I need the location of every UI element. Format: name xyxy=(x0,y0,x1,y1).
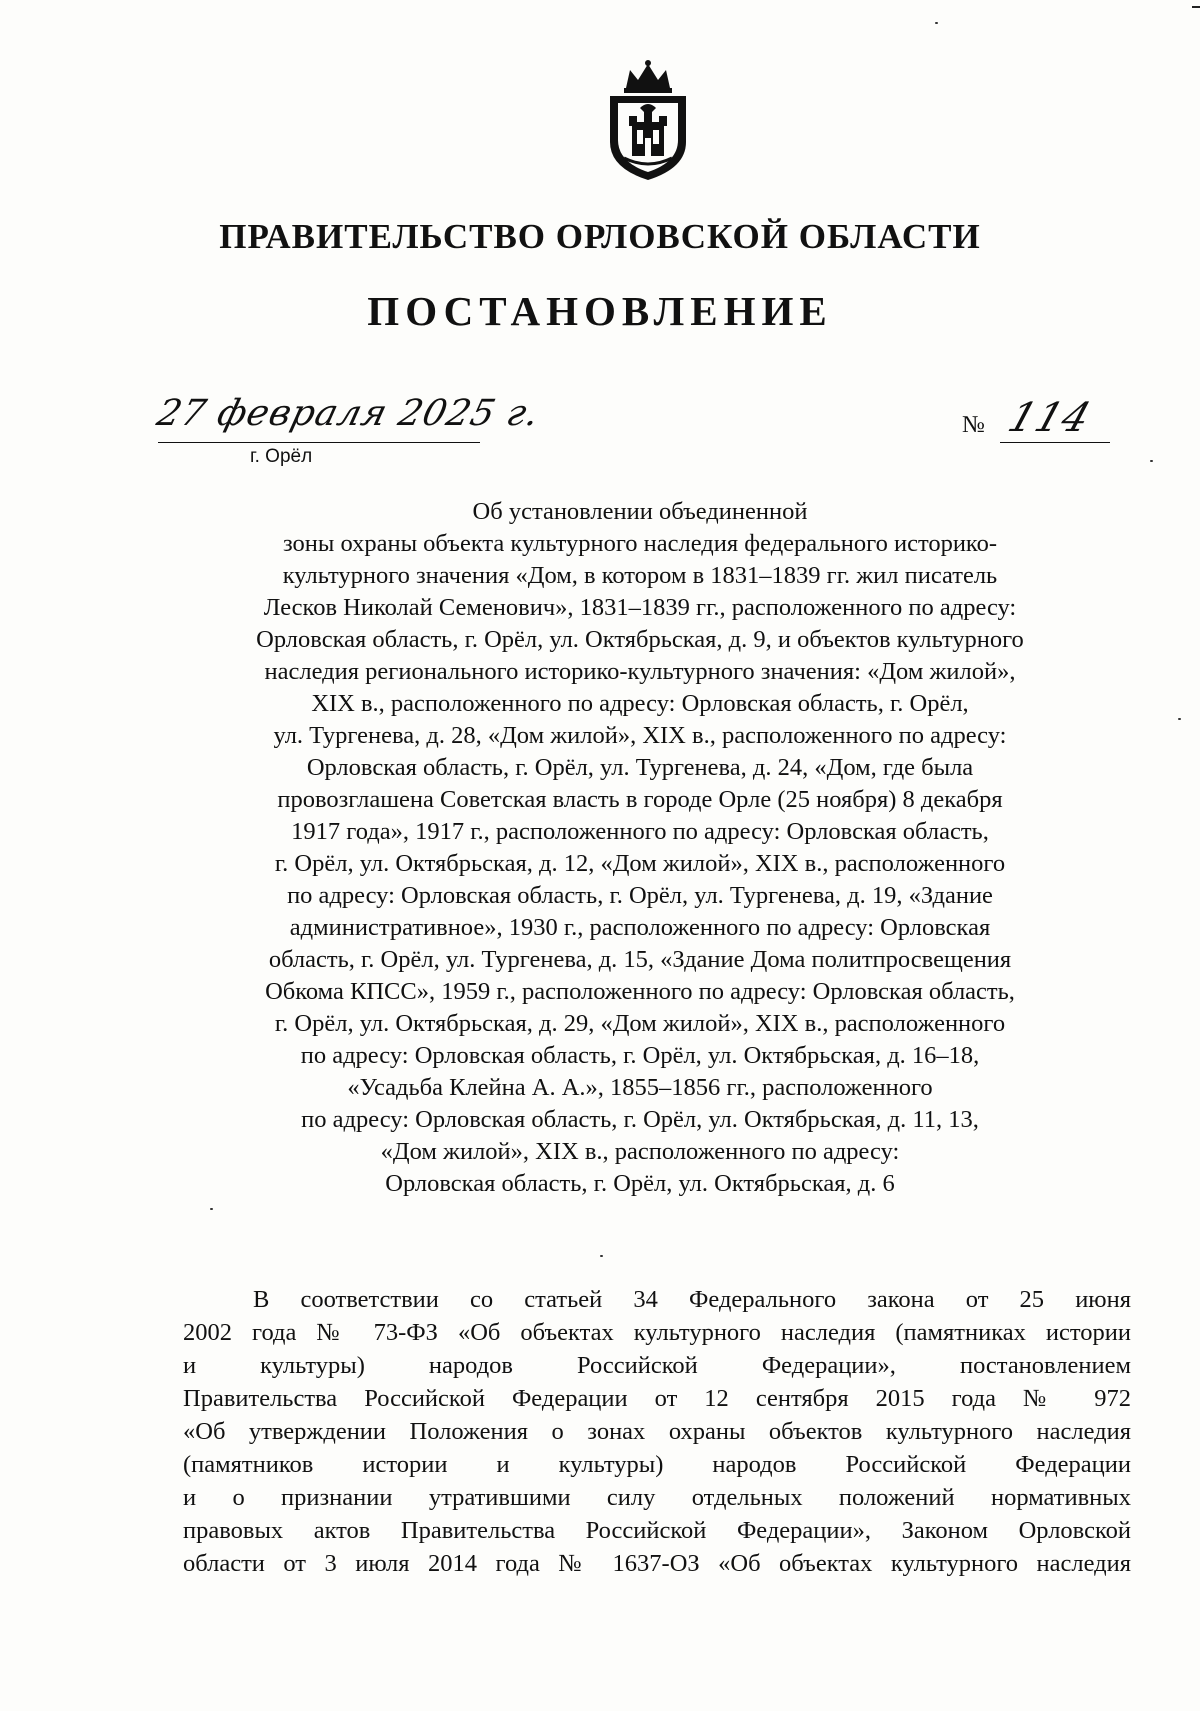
body-line: (памятников истории и культуры) народов Российской Федерации xyxy=(183,1451,1131,1478)
subject-line: Лесков Николай Семенович», 1831–1839 гг., расположенного по адресу: xyxy=(263,594,1017,621)
subject-line: по адресу: Орловская область, г. Орёл, ул. Октябрьская, д. 16–18, xyxy=(300,1042,980,1069)
handwritten-number: 114 xyxy=(1002,395,1097,441)
body-line: области от 3 июля 2014 года № 1637-ОЗ «Об объектах культурного наследия xyxy=(183,1550,1131,1577)
subject-line: по адресу: Орловская область, г. Орёл, ул. Тургенева, д. 19, «Здание xyxy=(287,882,993,909)
subject-line: Обкома КПСС», 1959 г., расположенного по адресу: Орловская область, xyxy=(265,978,1015,1005)
scan-edge-mark xyxy=(1192,6,1200,8)
subject-line: г. Орёл, ул. Октябрьская, д. 12, «Дом жилой», XIX в., расположенного xyxy=(274,850,1006,877)
body-line: «Об утверждении Положения о зонах охраны объектов культурного наследия xyxy=(183,1418,1131,1445)
subject-line: г. Орёл, ул. Октябрьская, д. 29, «Дом жилой», XIX в., расположенного xyxy=(274,1010,1006,1037)
scan-speck xyxy=(600,1255,603,1257)
body-line: Правительства Российской Федерации от 12 сентября 2015 года № 972 xyxy=(183,1385,1131,1412)
handwritten-date: 27 февраля 2025 г. xyxy=(152,393,545,434)
body-line: и о признании утратившими силу отдельных положений нормативных xyxy=(183,1484,1131,1511)
date-underline xyxy=(158,442,480,443)
body-paragraph xyxy=(183,1283,1131,1580)
subject-line: Орловская область, г. Орёл, ул. Октябрьская, д. 9, и объектов культурного xyxy=(256,626,1024,653)
subject-line: 1917 года», 1917 г., расположенного по адресу: Орловская область, xyxy=(291,818,989,845)
subject-line: «Дом жилой», XIX в., расположенного по адресу: xyxy=(380,1138,900,1165)
scan-speck xyxy=(210,1208,213,1210)
subject-line: Орловская область, г. Орёл, ул. Тургенева, д. 24, «Дом, где была xyxy=(306,754,974,781)
document-type-title: ПОСТАНОВЛЕНИЕ xyxy=(367,288,833,334)
subject-line: наследия регионального историко-культурного значения: «Дом жилой», xyxy=(264,658,1016,685)
scan-speck xyxy=(935,22,938,24)
subject-line: культурного значения «Дом, в котором в 1831–1839 гг. жил писатель xyxy=(282,562,998,589)
subject-line: провозглашена Советская власть в городе Орле (25 ноября) 8 декабря xyxy=(277,786,1003,813)
document-subject xyxy=(180,496,1100,1200)
subject-line: Орловская область, г. Орёл, ул. Октябрьская, д. 6 xyxy=(385,1170,895,1197)
subject-line: по адресу: Орловская область, г. Орёл, ул. Октябрьская, д. 11, 13, xyxy=(301,1106,979,1133)
subject-line: Об установлении объединенной xyxy=(472,498,808,525)
scan-speck xyxy=(1178,718,1181,720)
subject-line: XIX в., расположенного по адресу: Орловская область, г. Орёл, xyxy=(311,690,969,717)
oryol-region-coat-of-arms-icon xyxy=(596,58,700,182)
number-underline xyxy=(1000,442,1110,443)
subject-line: «Усадьба Клейна А. А.», 1855–1856 гг., расположенного xyxy=(347,1074,933,1101)
body-line: 2002 года № 73-ФЗ «Об объектах культурного наследия (памятниках истории xyxy=(183,1319,1131,1346)
city-label: г. Орёл xyxy=(250,446,313,467)
subject-line: административное», 1930 г., расположенного по адресу: Орловская xyxy=(289,914,991,941)
scan-speck xyxy=(1150,460,1153,462)
body-line: правовых актов Правительства Российской Федерации», Законом Орловской xyxy=(183,1517,1131,1544)
body-line: В соответствии со статьей 34 Федерального закона от 25 июня xyxy=(253,1286,1131,1313)
subject-line: ул. Тургенева, д. 28, «Дом жилой», XIX в., расположенного по адресу: xyxy=(273,722,1007,749)
body-line: и культуры) народов Российской Федерации», постановлением xyxy=(183,1352,1131,1379)
subject-line: зоны охраны объекта культурного наследия федерального историко- xyxy=(282,530,998,557)
organization-title: ПРАВИТЕЛЬСТВО ОРЛОВСКОЙ ОБЛАСТИ xyxy=(219,217,981,256)
subject-line: область, г. Орёл, ул. Тургенева, д. 15, «Здание Дома политпросвещения xyxy=(268,946,1012,973)
number-label: № xyxy=(962,412,985,438)
